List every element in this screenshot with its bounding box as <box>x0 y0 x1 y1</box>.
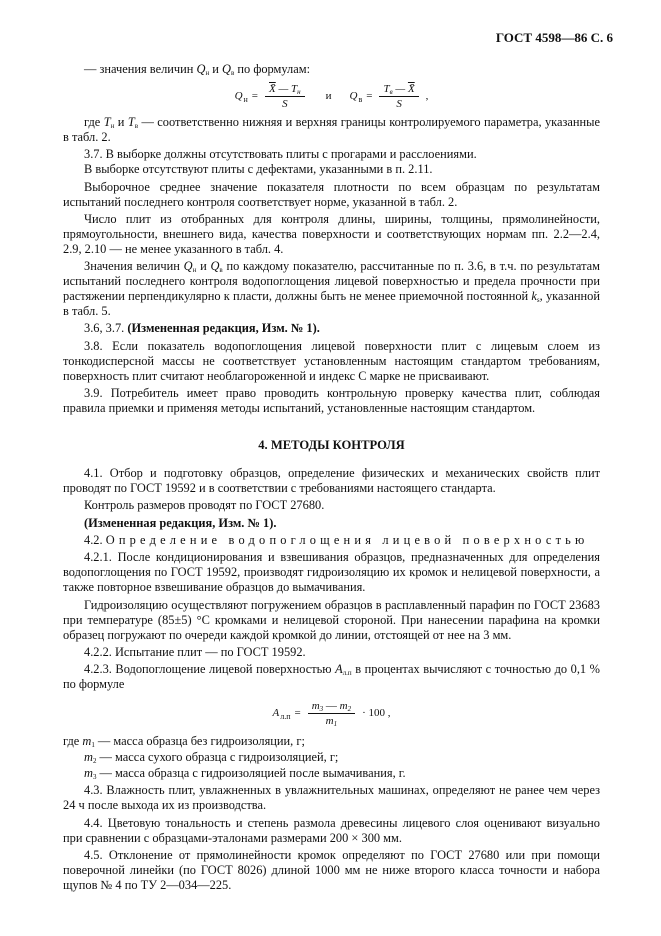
paragraph-4-5: 4.5. Отклонение от прямолинейности кромок определяют по ГОСТ 27680 или при помощи поверочной линейки (по ГОСТ 8026) длиной 1000 мм не ниже второго класса точности и набора щупов № 4 по ТУ 2—034—225. <box>63 848 600 893</box>
paragraph-3-8: 3.8. Если показатель водопоглощения лицевой поверхности плит с лицевым слоем из тонкодисперсной массы не соответствует установленным настоящим стандартом требованиям, поверхность плит считают необлагороженной и индекс С марке не присваивают. <box>63 338 600 383</box>
paragraph-4-1: 4.1. Отбор и подготовку образцов, определение физических и механических свойств плит проводят по ГОСТ 19592 и в соответствии с требованиями настоящего стандарта. <box>63 466 600 496</box>
where-item: $m_2$ — масса сухого образца с гидроизоляцией, г; <box>84 750 339 766</box>
paragraph-4-2-3: 4.2.3. Водопоглощение лицевой поверхностью $A_{л.п}$ в процентах вычисляют с точностью до 0,1 % по формуле <box>63 662 600 692</box>
paragraph: Число плит из отобранных для контроля длины, ширины, толщины, прямолинейности, прямоугольности, внешнего вида, качества поверхности и соответствующих нормам пп. 2.2—2.4, 2.9, 2.10 — не менее указанного в табл. 4. <box>63 211 600 256</box>
section-heading: 4. МЕТОДЫ КОНТРОЛЯ <box>258 438 405 453</box>
where-item: $m_3$ — масса образца с гидроизоляцией после вымачивания, г. <box>84 766 406 782</box>
paragraph: Гидроизоляцию осуществляют погружением образцов в расплавленный парафин по ГОСТ 23683 при температуре (85±5) °С кромками и нелицевой стороной. При нанесении парафина на кромки образец погружают по очереди каждой кромкой до линии, отстоящей от нее на 3 мм. <box>63 597 600 642</box>
paragraph-4-3: 4.3. Влажность плит, увлажненных в увлажнительных машинах, определяют не ранее чем через 24 ч после выхода их из производства. <box>63 783 600 813</box>
document-body <box>63 62 600 893</box>
formula-q: Q $_н$ = $\frac{X̄ — T_н}{S}$ и Q $_в$ = $\frac{T_в — X̄}{S}$ , <box>234 82 429 110</box>
amendment-note: 3.6, 3.7. (Измененная редакция, Изм. № 1). <box>84 321 320 336</box>
paragraph-4-2-1: 4.2.1. После кондиционирования и взвешивания образцов, предназначенных для определения водопоглощения по ГОСТ 19592, производят гидроизоляцию их кромок и нелицевой поверхности, а также повторное взвешивание образцов до вымачивания. <box>63 550 600 595</box>
paragraph-4-4: 4.4. Цветовую тональность и степень размола древесины лицевого слоя оценивают визуально при сравнении с образцами-эталонами размерами 200 × 300 мм. <box>63 815 600 845</box>
paragraph-4-2-2: 4.2.2. Испытание плит — по ГОСТ 19592. <box>84 644 306 659</box>
amendment-note: (Измененная редакция, Изм. № 1). <box>84 515 277 530</box>
paragraph-3-9: 3.9. Потребитель имеет право проводить контрольную проверку качества плит, соблюдая правила приемки и применяя методы испытаний, установленные настоящим стандартом. <box>63 386 600 416</box>
paragraph: Выборочное среднее значение показателя плотности по всем образцам по результатам испытаний последнего контроля соответствует норме, указанной в табл. 2. <box>63 179 600 209</box>
paragraph-3-7: 3.7. В выборке должны отсутствовать плиты с прогарами и расслоениями. <box>84 147 477 162</box>
formula-absorption: A $_{л.п}$ = $\frac{m_3 — m_2}{m_1}$ · 100 , <box>272 699 391 728</box>
intro-paragraph: — значения величин $Q_н$ и $Q_в$ по формулам: <box>84 62 311 77</box>
paragraph: В выборке отсутствуют плиты с дефектами, указанными в п. 2.11. <box>84 162 433 177</box>
page-header: ГОСТ 4598—86 С. 6 <box>495 30 613 45</box>
paragraph: Контроль размеров проводят по ГОСТ 27680. <box>84 498 325 513</box>
where-paragraph: где $T_н$ и $T_в$ — соответственно нижняя и верхняя границы контролируемого параметра, указанные в табл. 2. <box>63 115 600 144</box>
paragraph: Значения величин $Q_н$ и $Q_в$ по каждому показателю, рассчитанные по п. 3.6, в т.ч. по результатам испытаний последнего контроля водопоглощения лицевой поверхностью и предела прочности при растяжении перпендикулярно к пласти, должны быть не менее приемочной постоянной $k_s$, указанной в табл. 5. <box>63 259 601 319</box>
where-item: где $m_1$ — масса образца без гидроизоляции, г; <box>63 734 305 750</box>
subsection-4-2: 4.2. Определение водопоглощения лицевой поверхностью <box>84 532 589 547</box>
formula-lhs-subscript: л.п <box>280 712 291 722</box>
